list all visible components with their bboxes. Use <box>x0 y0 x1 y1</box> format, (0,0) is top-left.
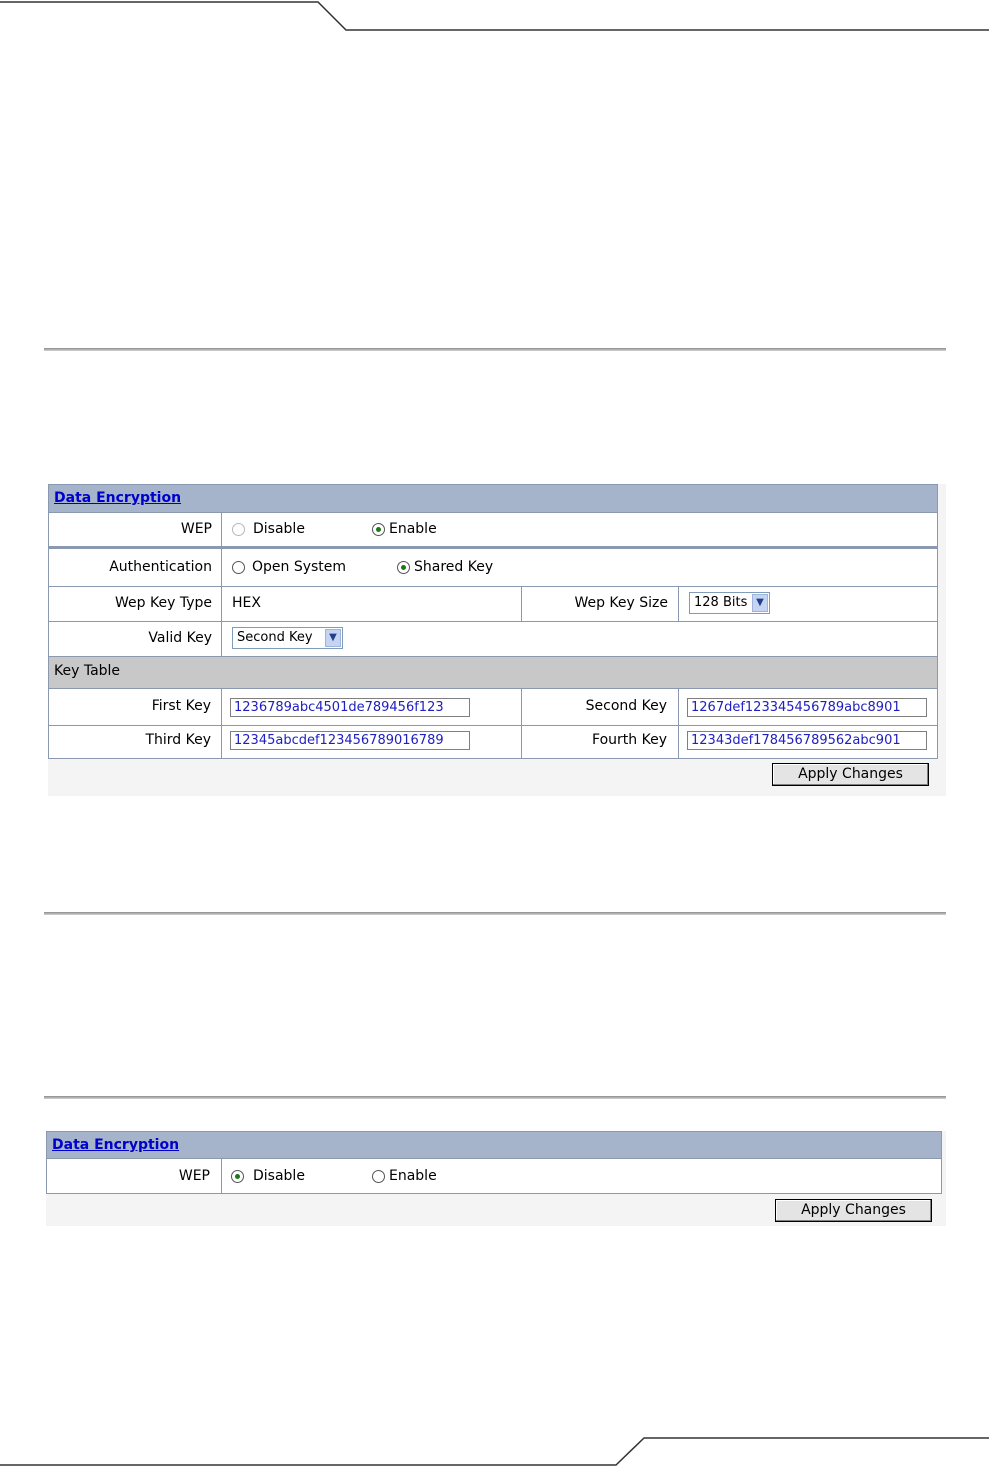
wep-key-type-value: HEX <box>232 595 261 611</box>
wep-enable-radio[interactable] <box>372 1170 385 1183</box>
page-footer-decoration <box>0 1432 989 1467</box>
fourth-key-input[interactable]: 12343def178456789562abc901 <box>687 731 927 750</box>
page-header-decoration <box>0 0 989 34</box>
shared-key-label: Shared Key <box>414 559 494 575</box>
wep-key-size-label: Wep Key Size <box>574 595 668 611</box>
first-key-label: First Key <box>151 698 211 714</box>
valid-key-row <box>48 622 938 657</box>
key-row-2 <box>48 726 938 759</box>
valid-key-select[interactable] <box>232 627 343 649</box>
wep-key-type-row <box>48 587 938 622</box>
authentication-label: Authentication <box>109 559 212 575</box>
apply-changes-button[interactable]: Apply Changes <box>772 763 929 786</box>
chevron-down-icon[interactable]: ▼ <box>325 629 341 647</box>
shared-key-radio[interactable] <box>397 561 410 574</box>
chevron-down-icon[interactable]: ▼ <box>752 594 768 612</box>
divider <box>44 348 946 351</box>
data-encryption-panel-disabled <box>46 1131 946 1226</box>
wep-enable-label: Enable <box>389 1168 437 1184</box>
panel-header <box>48 484 938 513</box>
wep-key-size-select[interactable] <box>689 592 770 614</box>
open-system-label: Open System <box>252 559 347 575</box>
wep-disable-radio[interactable] <box>232 523 245 536</box>
second-key-label: Second Key <box>585 698 667 714</box>
wep-label: WEP <box>178 1168 210 1184</box>
valid-key-label: Valid Key <box>148 630 212 646</box>
wep-row <box>48 513 938 547</box>
data-encryption-link[interactable]: Data Encryption <box>54 490 182 506</box>
panel-header <box>46 1131 942 1159</box>
data-encryption-link[interactable]: Data Encryption <box>52 1137 180 1153</box>
wep-key-type-label: Wep Key Type <box>115 595 212 611</box>
divider <box>44 912 946 915</box>
apply-changes-button[interactable]: Apply Changes <box>775 1199 932 1222</box>
key-table-label: Key Table <box>54 663 121 679</box>
open-system-radio[interactable] <box>232 561 245 574</box>
divider <box>44 1096 946 1099</box>
wep-key-size-value: 128 Bits <box>694 595 748 610</box>
key-table-header <box>48 657 938 689</box>
key-row-1 <box>48 689 938 726</box>
second-key-input[interactable]: 1267def123345456789abc8901 <box>687 698 927 717</box>
third-key-input[interactable]: 12345abcdef123456789016789 <box>230 731 470 750</box>
authentication-row <box>48 547 938 587</box>
first-key-input[interactable]: 1236789abc4501de789456f123 <box>230 698 470 717</box>
wep-disable-label: Disable <box>253 521 305 537</box>
data-encryption-panel <box>48 484 946 796</box>
wep-label: WEP <box>180 521 212 537</box>
fourth-key-label: Fourth Key <box>592 732 667 748</box>
valid-key-value: Second Key <box>237 630 313 645</box>
wep-enable-label: Enable <box>389 521 437 537</box>
wep-enable-radio[interactable] <box>372 523 385 536</box>
wep-row <box>46 1159 942 1194</box>
wep-disable-label: Disable <box>253 1168 305 1184</box>
wep-disable-radio[interactable] <box>231 1170 244 1183</box>
third-key-label: Third Key <box>145 732 211 748</box>
